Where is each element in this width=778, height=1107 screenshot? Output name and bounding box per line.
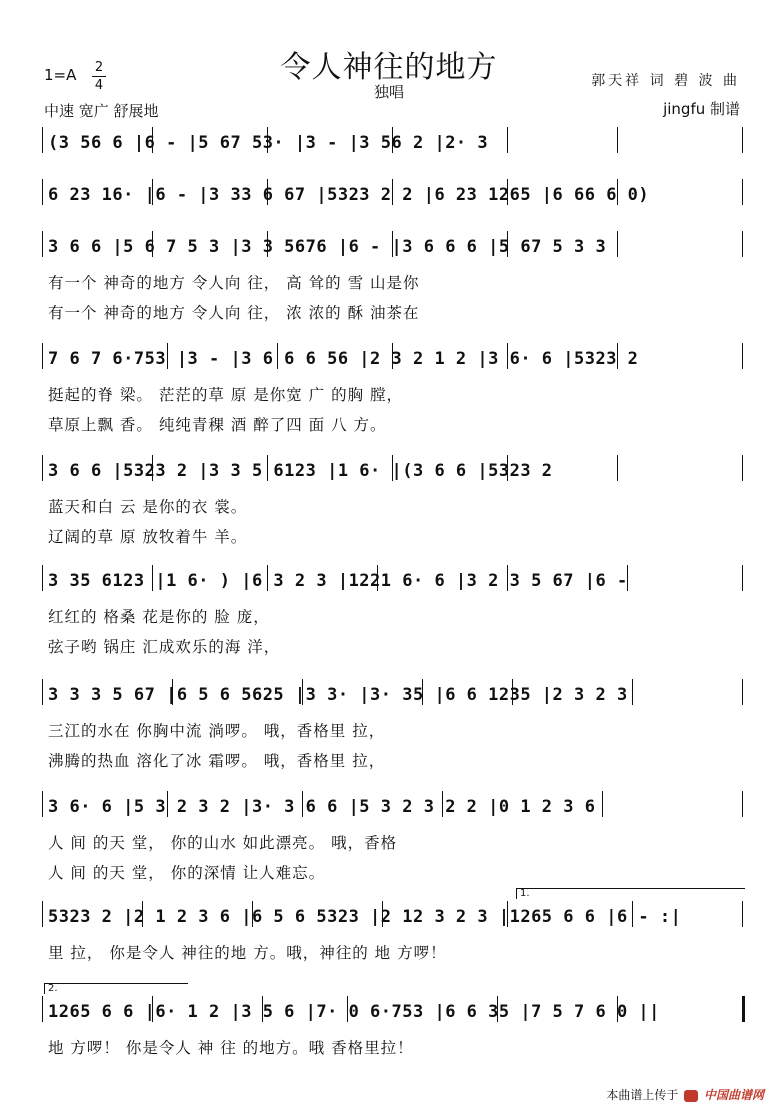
time-signature-divider bbox=[92, 76, 106, 77]
site-logo-icon bbox=[684, 1090, 698, 1102]
barline bbox=[42, 996, 43, 1022]
barline bbox=[507, 127, 508, 153]
time-signature-top: 2 bbox=[94, 60, 104, 75]
barline bbox=[742, 901, 743, 927]
barline bbox=[42, 231, 43, 257]
barline bbox=[42, 791, 43, 817]
barline bbox=[617, 127, 618, 153]
time-signature bbox=[92, 60, 106, 93]
volta-bracket-2: 2. bbox=[44, 983, 188, 994]
footer-site-name: 中国曲谱网 bbox=[703, 1088, 764, 1102]
lyric-line: 弦子哟 锅庄 汇成欢乐的海 洋， bbox=[48, 638, 281, 656]
melody-line: 3 35 6123 |1 6· ) |6 3 2 3 |1221 6· 6 |3 2 3 5 67 |6 - bbox=[48, 571, 628, 591]
barline bbox=[42, 901, 43, 927]
footer-watermark bbox=[606, 1086, 764, 1103]
barline bbox=[742, 455, 743, 481]
barline bbox=[742, 179, 743, 205]
lyric-line: 有一个 神奇的地方 令人向 往， 高 耸的 雪 山是你 bbox=[48, 274, 420, 292]
melody-line: 3 6· 6 |5 3 2 3 2 |3· 3 6 6 |5 3 2 3 2 2 |0 1 2 3 6 bbox=[48, 797, 596, 817]
lyric-line: 挺起的脊 梁。 茫茫的草 原 是你宽 广 的胸 膛， bbox=[48, 386, 403, 404]
composer-credit: 郭天祥 词 碧 波 曲 bbox=[591, 73, 740, 89]
performance-type: 独唱 bbox=[373, 83, 404, 101]
melody-line: 3 3 3 5 67 |6 5 6 5625 |3 3· |3· 35 |6 6 1235 |2 3 2 3 bbox=[48, 685, 628, 705]
footer-prefix: 本曲谱上传于 bbox=[606, 1088, 679, 1102]
lyric-line: 三江的水在 你胸中流 淌啰。 哦，香格里 拉， bbox=[48, 722, 386, 740]
barline bbox=[42, 679, 43, 705]
lyric-line: 红红的 格桑 花是你的 脸 庞， bbox=[48, 608, 270, 626]
volta-bracket-1: 1. bbox=[516, 888, 745, 899]
lyric-line: 沸腾的热血 溶化了冰 霜啰。 哦，香格里 拉， bbox=[48, 752, 386, 770]
lyric-line: 人 间 的天 堂， 你的山水 如此漂亮。 哦，香格 bbox=[48, 834, 398, 852]
barline bbox=[742, 791, 743, 817]
lyric-line: 辽阔的草 原 放牧着牛 羊。 bbox=[48, 528, 248, 546]
melody-line: 6 23 16· |6 - |3 33 6 67 |5323 2 2 |6 23 1265 |6 66 6 0) bbox=[48, 185, 650, 205]
lyric-line: 蓝天和白 云 是你的衣 裳。 bbox=[48, 498, 248, 516]
transcriber-credit: jingfu 制谱 bbox=[663, 100, 740, 118]
barline bbox=[742, 565, 743, 591]
melody-line: 1265 6 6 |6· 1 2 |3 5 6 |7· 0 6·753 |6 6 35 |7 5 7 6 0 || bbox=[48, 1002, 660, 1022]
barline bbox=[617, 455, 618, 481]
melody-line: 7 6 7 6·753 |3 - |3 6 6 6 56 |2 3 2 1 2 |3 6· 6 |5323 2 bbox=[48, 349, 639, 369]
melody-line: 5323 2 |2 1 2 3 6 |6 5 6 5323 |2 12 3 2 3 |1265 6 6 |6 - :| bbox=[48, 907, 682, 927]
time-signature-bottom: 4 bbox=[94, 78, 104, 93]
barline bbox=[42, 343, 43, 369]
lyric-line: 人 间 的天 堂， 你的深情 让人难忘。 bbox=[48, 864, 326, 882]
lyric-line: 有一个 神奇的地方 令人向 往， 浓 浓的 酥 油茶在 bbox=[48, 304, 420, 322]
barline bbox=[42, 455, 43, 481]
barline bbox=[742, 679, 743, 705]
lyric-line: 地 方啰！ 你是令人 神 往 的地方。哦 香格里拉！ bbox=[48, 1039, 414, 1057]
barline bbox=[632, 679, 633, 705]
barline bbox=[617, 231, 618, 257]
barline bbox=[42, 127, 43, 153]
barline bbox=[742, 996, 745, 1022]
melody-line: 3 6 6 |5323 2 |3 3 5 6123 |1 6· |(3 6 6 |5323 2 bbox=[48, 461, 553, 481]
melody-line: (3 56 6 |6 - |5 67 53· |3 - |3 56 2 |2· 3 bbox=[48, 133, 489, 153]
barline bbox=[742, 231, 743, 257]
barline bbox=[602, 791, 603, 817]
barline bbox=[742, 343, 743, 369]
barline bbox=[42, 179, 43, 205]
barline bbox=[742, 127, 743, 153]
melody-line: 3 6 6 |5 6 7 5 3 |3 3 5676 |6 - |3 6 6 6 |5 67 5 3 3 bbox=[48, 237, 607, 257]
tempo-marking: 中速 宽广 舒展地 bbox=[44, 102, 159, 120]
barline bbox=[42, 565, 43, 591]
lyric-line: 里 拉， 你是令人 神往的地 方。哦，神往的 地 方啰！ bbox=[48, 944, 447, 962]
key-signature: 1=A bbox=[44, 66, 77, 84]
lyric-line: 草原上飘 香。 纯纯青稞 酒 醉了四 面 八 方。 bbox=[48, 416, 387, 434]
song-title: 令人神往的地方 bbox=[280, 50, 498, 85]
